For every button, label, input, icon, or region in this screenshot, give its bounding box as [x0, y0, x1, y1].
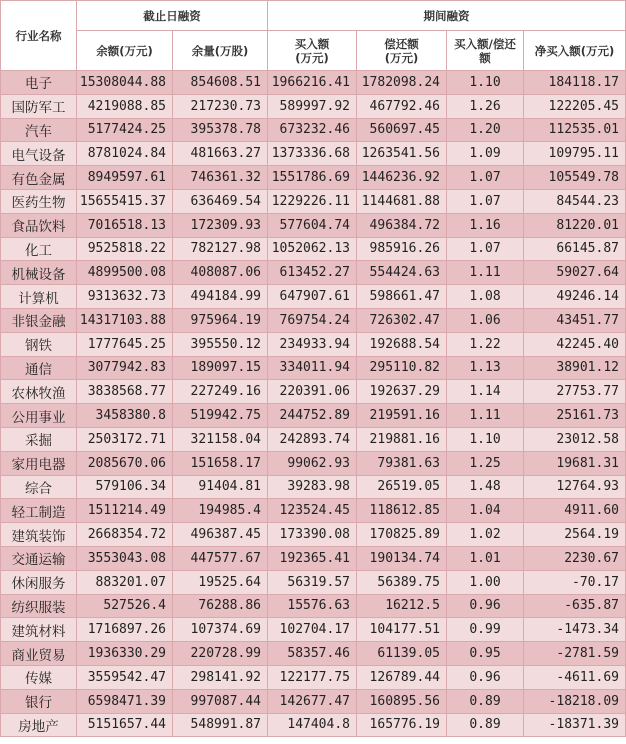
industry-name-cell: 综合 [1, 475, 77, 499]
balance-cell: 3559542.47 [77, 665, 173, 689]
buy-repay-ratio-cell: 1.02 [447, 523, 524, 547]
table-row [1, 94, 626, 118]
volume-cell: 854608.51 [173, 71, 268, 95]
net-buy-cell: -18371.39 [524, 713, 626, 737]
table-row [1, 332, 626, 356]
volume-cell: 636469.54 [173, 189, 268, 213]
industry-name-cell: 家用电器 [1, 451, 77, 475]
balance-cell: 3838568.77 [77, 380, 173, 404]
volume-cell: 997087.44 [173, 689, 268, 713]
balance-cell: 8781024.84 [77, 142, 173, 166]
net-buy-cell: 2564.19 [524, 523, 626, 547]
repay-amount-cell: 79381.63 [357, 451, 447, 475]
buy-repay-ratio-cell: 0.99 [447, 618, 524, 642]
buy-repay-ratio-cell: 1.07 [447, 166, 524, 190]
volume-cell: 395550.12 [173, 332, 268, 356]
buy-repay-ratio-cell: 1.06 [447, 308, 524, 332]
net-buy-cell: -18218.09 [524, 689, 626, 713]
buy-repay-ratio-cell: 1.13 [447, 356, 524, 380]
balance-cell: 3458380.8 [77, 404, 173, 428]
buy-repay-ratio-cell: 1.00 [447, 570, 524, 594]
repay-amount-cell: 118612.85 [357, 499, 447, 523]
buy-amount-cell: 142677.47 [268, 689, 357, 713]
repay-amount-cell: 192688.54 [357, 332, 447, 356]
volume-cell: 746361.32 [173, 166, 268, 190]
balance-cell: 3553043.08 [77, 546, 173, 570]
net-buy-cell: -2781.59 [524, 642, 626, 666]
table-row [1, 665, 626, 689]
industry-name-cell: 银行 [1, 689, 77, 713]
balance-cell: 2668354.72 [77, 523, 173, 547]
net-buy-cell: 2230.67 [524, 546, 626, 570]
buy-repay-ratio-cell: 0.96 [447, 665, 524, 689]
buy-repay-ratio-cell: 1.07 [447, 237, 524, 261]
repay-amount-cell: 104177.51 [357, 618, 447, 642]
volume-cell: 189097.15 [173, 356, 268, 380]
table-row [1, 142, 626, 166]
buy-repay-ratio-cell: 1.08 [447, 285, 524, 309]
buy-amount-cell: 1052062.13 [268, 237, 357, 261]
table-body [1, 71, 626, 737]
industry-name-cell: 钢铁 [1, 332, 77, 356]
repay-amount-cell: 554424.63 [357, 261, 447, 285]
table-row [1, 427, 626, 451]
volume-cell: 321158.04 [173, 427, 268, 451]
table-row [1, 451, 626, 475]
repay-amount-cell: 985916.26 [357, 237, 447, 261]
industry-name-cell: 传媒 [1, 665, 77, 689]
balance-cell: 1716897.26 [77, 618, 173, 642]
industry-name-cell: 休闲服务 [1, 570, 77, 594]
volume-cell: 395378.78 [173, 118, 268, 142]
repay-amount-cell: 190134.74 [357, 546, 447, 570]
repay-amount-cell: 219591.16 [357, 404, 447, 428]
volume-cell: 151658.17 [173, 451, 268, 475]
buy-amount-cell: 769754.24 [268, 308, 357, 332]
table-row [1, 475, 626, 499]
table-row [1, 546, 626, 570]
net-buy-cell: 84544.23 [524, 189, 626, 213]
volume-header: 余量(万股) [173, 31, 268, 71]
volume-cell: 19525.64 [173, 570, 268, 594]
buy-amount-cell: 56319.57 [268, 570, 357, 594]
balance-cell: 4219088.85 [77, 94, 173, 118]
buy-repay-ratio-cell: 1.07 [447, 189, 524, 213]
end-of-day-financing-header: 截止日融资 [77, 1, 268, 31]
net-buy-cell: 23012.58 [524, 427, 626, 451]
table-row [1, 523, 626, 547]
industry-name-cell: 计算机 [1, 285, 77, 309]
buy-amount-cell: 1551786.69 [268, 166, 357, 190]
buy-amount-cell: 58357.46 [268, 642, 357, 666]
buy-amount-cell: 613452.27 [268, 261, 357, 285]
buy-repay-ratio-cell: 1.11 [447, 404, 524, 428]
industry-name-cell: 国防军工 [1, 94, 77, 118]
industry-name-cell: 农林牧渔 [1, 380, 77, 404]
buy-repay-ratio-cell: 1.16 [447, 213, 524, 237]
repay-amount-cell: 26519.05 [357, 475, 447, 499]
net-buy-cell: -70.17 [524, 570, 626, 594]
buy-amount-cell: 242893.74 [268, 427, 357, 451]
volume-cell: 975964.19 [173, 308, 268, 332]
industry-header: 行业名称 [1, 1, 77, 71]
industry-name-cell: 食品饮料 [1, 213, 77, 237]
buy-repay-ratio-cell: 1.09 [447, 142, 524, 166]
volume-cell: 194985.4 [173, 499, 268, 523]
volume-cell: 91404.81 [173, 475, 268, 499]
buy-repay-ratio-cell: 1.48 [447, 475, 524, 499]
industry-name-cell: 化工 [1, 237, 77, 261]
balance-header: 余额(万元) [77, 31, 173, 71]
header-row-top [1, 1, 626, 31]
table-row [1, 308, 626, 332]
industry-name-cell: 轻工制造 [1, 499, 77, 523]
industry-name-cell: 建筑材料 [1, 618, 77, 642]
buy-repay-ratio-cell: 1.01 [447, 546, 524, 570]
buy-amount-cell: 577604.74 [268, 213, 357, 237]
balance-cell: 5151657.44 [77, 713, 173, 737]
industry-name-cell: 机械设备 [1, 261, 77, 285]
net-buy-cell: -4611.69 [524, 665, 626, 689]
table-row [1, 71, 626, 95]
repay-amount-cell: 165776.19 [357, 713, 447, 737]
buy-repay-ratio-cell: 1.20 [447, 118, 524, 142]
balance-cell: 2503172.71 [77, 427, 173, 451]
repay-amount-cell: 295110.82 [357, 356, 447, 380]
buy-amount-cell: 192365.41 [268, 546, 357, 570]
net-buy-cell: 43451.77 [524, 308, 626, 332]
balance-cell: 6598471.39 [77, 689, 173, 713]
table-row [1, 713, 626, 737]
repay-amount-cell: 726302.47 [357, 308, 447, 332]
buy-repay-ratio-cell: 1.10 [447, 71, 524, 95]
volume-cell: 217230.73 [173, 94, 268, 118]
net-buy-cell: 38901.12 [524, 356, 626, 380]
buy-amount-cell: 334011.94 [268, 356, 357, 380]
balance-cell: 527526.4 [77, 594, 173, 618]
volume-cell: 227249.16 [173, 380, 268, 404]
buy-repay-ratio-cell: 1.22 [447, 332, 524, 356]
balance-cell: 9313632.73 [77, 285, 173, 309]
net-buy-cell: 66145.87 [524, 237, 626, 261]
repay-amount-cell: 61139.05 [357, 642, 447, 666]
buy-repay-ratio-cell: 1.14 [447, 380, 524, 404]
industry-name-cell: 房地产 [1, 713, 77, 737]
buy-amount-cell: 234933.94 [268, 332, 357, 356]
industry-name-cell: 商业贸易 [1, 642, 77, 666]
table-row [1, 499, 626, 523]
buy-amount-cell: 39283.98 [268, 475, 357, 499]
balance-cell: 5177424.25 [77, 118, 173, 142]
buy-amount-cell: 147404.8 [268, 713, 357, 737]
repay-amount-header: 偿还额 (万元) [357, 31, 447, 71]
volume-cell: 481663.27 [173, 142, 268, 166]
volume-cell: 496387.45 [173, 523, 268, 547]
table-row [1, 380, 626, 404]
balance-cell: 9525818.22 [77, 237, 173, 261]
buy-amount-cell: 589997.92 [268, 94, 357, 118]
industry-name-cell: 有色金属 [1, 166, 77, 190]
buy-amount-cell: 122177.75 [268, 665, 357, 689]
header-row-sub [1, 31, 626, 71]
industry-name-cell: 通信 [1, 356, 77, 380]
repay-amount-cell: 560697.45 [357, 118, 447, 142]
repay-amount-cell: 126789.44 [357, 665, 447, 689]
buy-amount-cell: 220391.06 [268, 380, 357, 404]
balance-cell: 1777645.25 [77, 332, 173, 356]
volume-cell: 548991.87 [173, 713, 268, 737]
net-buy-cell: 112535.01 [524, 118, 626, 142]
volume-cell: 76288.86 [173, 594, 268, 618]
table-row [1, 118, 626, 142]
buy-amount-cell: 1966216.41 [268, 71, 357, 95]
industry-name-cell: 电气设备 [1, 142, 77, 166]
table-row [1, 642, 626, 666]
volume-cell: 172309.93 [173, 213, 268, 237]
table-row [1, 261, 626, 285]
industry-name-cell: 纺织服装 [1, 594, 77, 618]
volume-cell: 782127.98 [173, 237, 268, 261]
net-buy-cell: -1473.34 [524, 618, 626, 642]
period-financing-header: 期间融资 [268, 1, 626, 31]
buy-amount-cell: 673232.46 [268, 118, 357, 142]
volume-cell: 447577.67 [173, 546, 268, 570]
net-buy-cell: 12764.93 [524, 475, 626, 499]
balance-cell: 1936330.29 [77, 642, 173, 666]
balance-cell: 8949597.61 [77, 166, 173, 190]
buy-amount-cell: 1373336.68 [268, 142, 357, 166]
volume-cell: 408087.06 [173, 261, 268, 285]
table-row [1, 689, 626, 713]
net-buy-cell: 49246.14 [524, 285, 626, 309]
buy-repay-ratio-cell: 1.11 [447, 261, 524, 285]
industry-name-cell: 公用事业 [1, 404, 77, 428]
buy-repay-ratio-cell: 0.89 [447, 689, 524, 713]
net-buy-cell: 184118.17 [524, 71, 626, 95]
net-buy-cell: 19681.31 [524, 451, 626, 475]
table-row [1, 570, 626, 594]
net-buy-cell: 81220.01 [524, 213, 626, 237]
table-row [1, 166, 626, 190]
repay-amount-cell: 160895.56 [357, 689, 447, 713]
buy-repay-ratio-cell: 0.95 [447, 642, 524, 666]
balance-cell: 7016518.13 [77, 213, 173, 237]
buy-repay-ratio-cell: 1.26 [447, 94, 524, 118]
buy-amount-cell: 15576.63 [268, 594, 357, 618]
industry-name-cell: 电子 [1, 71, 77, 95]
volume-cell: 220728.99 [173, 642, 268, 666]
buy-repay-ratio-header: 买入额/偿还 额 [447, 31, 524, 71]
table-row [1, 404, 626, 428]
industry-name-cell: 交通运输 [1, 546, 77, 570]
volume-cell: 519942.75 [173, 404, 268, 428]
net-buy-cell: 42245.40 [524, 332, 626, 356]
net-buy-cell: 59027.64 [524, 261, 626, 285]
net-buy-cell: 109795.11 [524, 142, 626, 166]
repay-amount-cell: 1782098.24 [357, 71, 447, 95]
volume-cell: 494184.99 [173, 285, 268, 309]
balance-cell: 3077942.83 [77, 356, 173, 380]
repay-amount-cell: 219881.16 [357, 427, 447, 451]
net-buy-header: 净买入额(万元) [524, 31, 626, 71]
repay-amount-cell: 1263541.56 [357, 142, 447, 166]
balance-cell: 883201.07 [77, 570, 173, 594]
buy-amount-cell: 647907.61 [268, 285, 357, 309]
buy-repay-ratio-cell: 1.04 [447, 499, 524, 523]
balance-cell: 4899500.08 [77, 261, 173, 285]
buy-amount-cell: 244752.89 [268, 404, 357, 428]
repay-amount-cell: 1446236.92 [357, 166, 447, 190]
buy-amount-cell: 1229226.11 [268, 189, 357, 213]
table-row [1, 594, 626, 618]
industry-name-cell: 采掘 [1, 427, 77, 451]
repay-amount-cell: 598661.47 [357, 285, 447, 309]
net-buy-cell: 4911.60 [524, 499, 626, 523]
volume-cell: 107374.69 [173, 618, 268, 642]
table-row [1, 189, 626, 213]
balance-cell: 15655415.37 [77, 189, 173, 213]
table-row [1, 356, 626, 380]
industry-name-cell: 非银金融 [1, 308, 77, 332]
table-row [1, 285, 626, 309]
balance-cell: 14317103.88 [77, 308, 173, 332]
volume-cell: 298141.92 [173, 665, 268, 689]
repay-amount-cell: 56389.75 [357, 570, 447, 594]
net-buy-cell: 25161.73 [524, 404, 626, 428]
balance-cell: 579106.34 [77, 475, 173, 499]
net-buy-cell: 27753.77 [524, 380, 626, 404]
buy-repay-ratio-cell: 0.89 [447, 713, 524, 737]
repay-amount-cell: 16212.5 [357, 594, 447, 618]
table-row [1, 213, 626, 237]
balance-cell: 1511214.49 [77, 499, 173, 523]
repay-amount-cell: 192637.29 [357, 380, 447, 404]
buy-amount-cell: 173390.08 [268, 523, 357, 547]
buy-amount-cell: 99062.93 [268, 451, 357, 475]
net-buy-cell: 105549.78 [524, 166, 626, 190]
buy-repay-ratio-cell: 1.25 [447, 451, 524, 475]
industry-name-cell: 医药生物 [1, 189, 77, 213]
buy-amount-cell: 123524.45 [268, 499, 357, 523]
industry-name-cell: 汽车 [1, 118, 77, 142]
balance-cell: 2085670.06 [77, 451, 173, 475]
buy-amount-cell: 102704.17 [268, 618, 357, 642]
net-buy-cell: -635.87 [524, 594, 626, 618]
buy-amount-header: 买入额 (万元) [268, 31, 357, 71]
repay-amount-cell: 170825.89 [357, 523, 447, 547]
repay-amount-cell: 496384.72 [357, 213, 447, 237]
industry-name-cell: 建筑装饰 [1, 523, 77, 547]
buy-repay-ratio-cell: 0.96 [447, 594, 524, 618]
repay-amount-cell: 1144681.88 [357, 189, 447, 213]
table-row [1, 618, 626, 642]
balance-cell: 15308044.88 [77, 71, 173, 95]
net-buy-cell: 122205.45 [524, 94, 626, 118]
repay-amount-cell: 467792.46 [357, 94, 447, 118]
buy-repay-ratio-cell: 1.10 [447, 427, 524, 451]
table-row [1, 237, 626, 261]
